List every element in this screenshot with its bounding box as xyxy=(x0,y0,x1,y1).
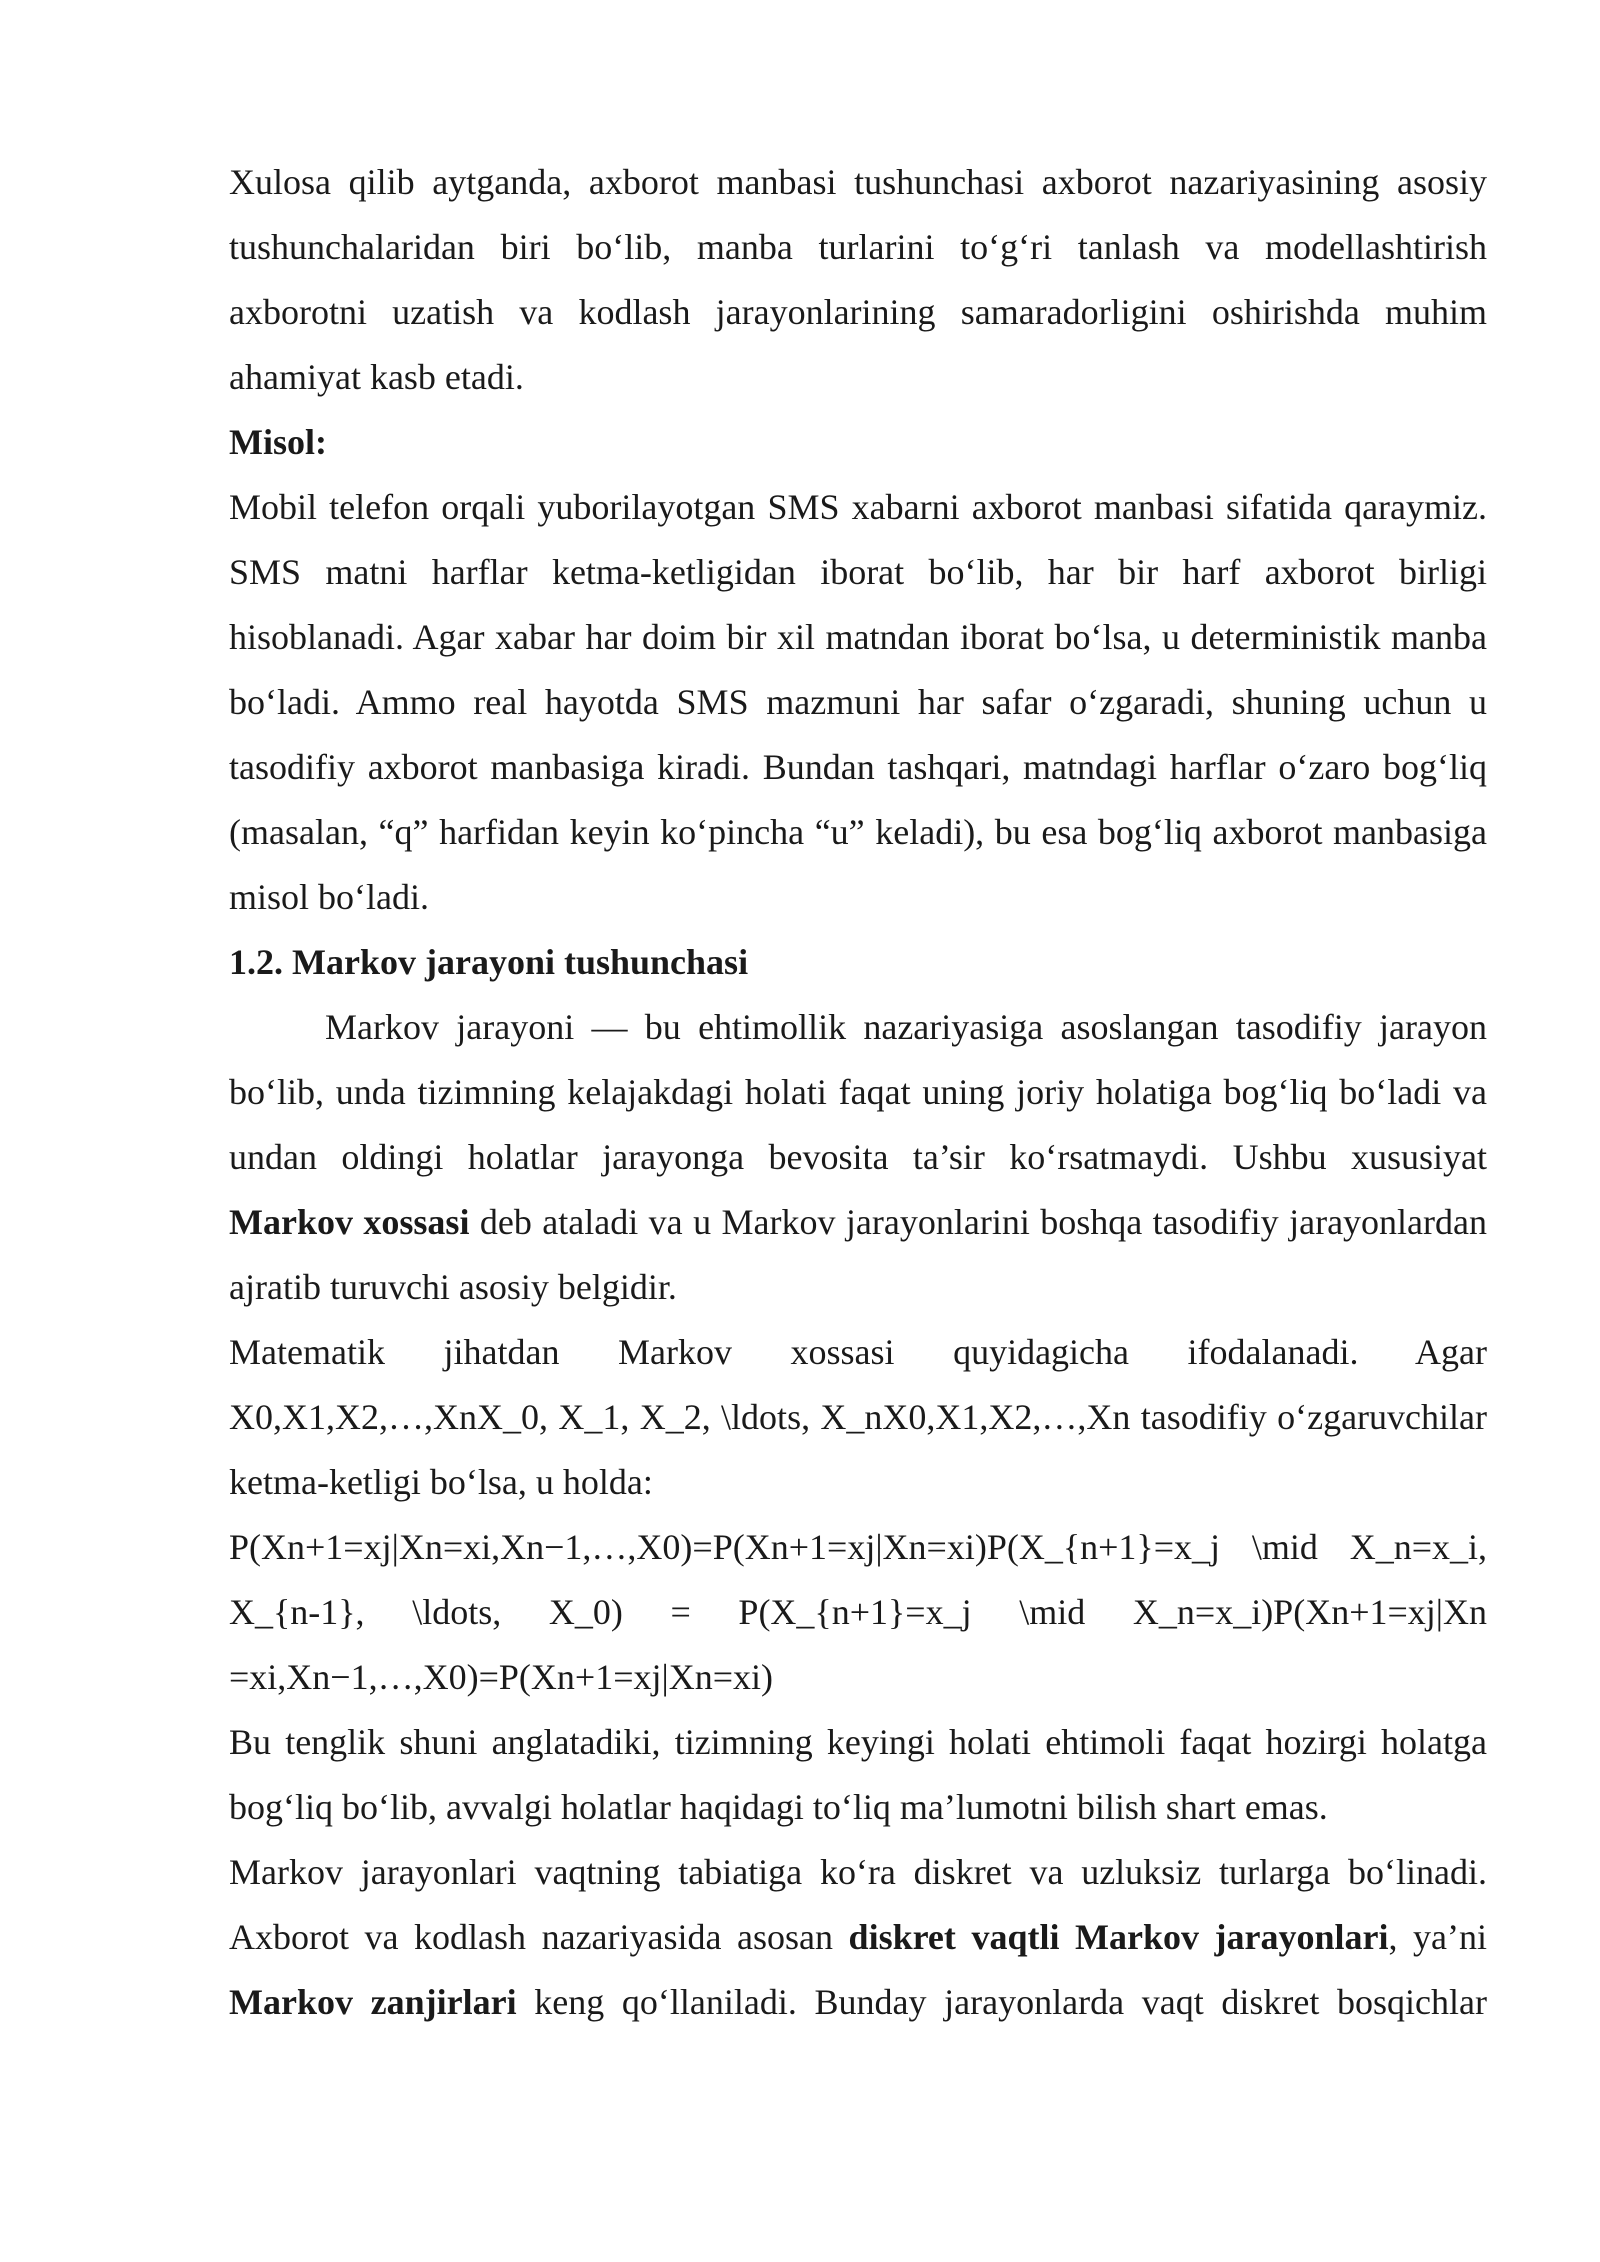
example-paragraph: Mobil telefon orqali yuborilayotgan SMS xabarni axborot manbasi sifatida qaraymiz. SMS matni harflar ketma-ketligidan iborat bo‘lib, har bir harf axborot birligi hisoblanadi. Agar xabar har doim bir xil matndan iborat bo‘lsa, u deterministik manba bo‘ladi. Ammo real hayotda SMS mazmuni har safar o‘zgaradi, shuning uchun u tasodifiy axborot manbasiga kiradi. Bundan tashqari, matndagi harflar o‘zaro bog‘liq (masalan, “q” harfidan keyin ko‘pincha “u” keladi), bu esa bog‘liq axborot manbasiga misol bo‘ladi. xyxy=(229,487,1487,917)
text-run: , ya’ni xyxy=(1388,1917,1488,1957)
explanation-paragraph: Bu tenglik shuni anglatadiki, tizimning keyingi holati ehtimoli faqat hozirgi holatga bog‘liq bo‘lib, avvalgi holatlar haqidagi to‘liq ma’lumotni bilish shart emas. xyxy=(229,1722,1487,1827)
bold-term-markov-property: Markov xossasi xyxy=(229,1202,470,1242)
markov-types-paragraph xyxy=(229,1840,1487,2035)
document-body xyxy=(229,150,1487,2035)
math-intro-paragraph: Matematik jihatdan Markov xossasi quyidagicha ifodalanadi. Agar X0,X1,X2,…,XnX_0, X_1, X_2, \ldots, X_nX0,X1,X2,…,Xn tasodifiy o‘zgaruvchilar ketma-ketligi bo‘lsa, u holda: xyxy=(229,1332,1487,1502)
text-run: Markov jarayonlari vaqtning tabiatiga ko‘ra diskret va uzluksiz turlarga bo‘linadi. Axborot va kodlash nazariyasida asosan xyxy=(229,1852,1487,1957)
bold-term-discrete-markov: diskret vaqtli Markov jarayonlari xyxy=(848,1917,1389,1957)
text-run: deb ataladi va u Markov jarayonlarini boshqa tasodifiy jarayonlardan ajratib turuvchi asosiy belgidir. xyxy=(229,1202,1487,1307)
text-run: Markov jarayoni — bu ehtimollik nazariyasiga asoslangan tasodifiy jarayon bo‘lib, unda tizimning kelajakdagi holati faqat uning joriy holatiga bog‘liq bo‘ladi va undan oldingi holatlar jarayonga bevosita ta’sir ko‘rsatmaydi. Ushbu xususiyat xyxy=(229,1007,1487,1177)
section-heading: 1.2. Markov jarayoni tushunchasi xyxy=(229,942,749,982)
markov-definition-paragraph xyxy=(229,995,1487,1320)
text-run: keng qo‘llaniladi. Bunday jarayonlarda vaqt diskret bosqichlar xyxy=(516,1982,1487,2022)
formula-paragraph: P(Xn+1=xj|Xn=xi,Xn−1,…,X0)=P(Xn+1=xj|Xn=xi)P(X_{n+1}=x_j \mid X_n=x_i, X_{n-1}, \ldots, X_0) = P(X_{n+1}=x_j \mid X_n=x_i)P(Xn+1=xj|Xn =xi,Xn−1,…,X0)=P(Xn+1=xj|Xn=xi) xyxy=(229,1527,1487,1697)
bold-term-markov-chains: Markov zanjirlari xyxy=(229,1982,517,2022)
example-label: Misol: xyxy=(229,422,327,462)
conclusion-paragraph: Xulosa qilib aytganda, axborot manbasi tushunchasi axborot nazariyasining asosiy tushunchalaridan biri bo‘lib, manba turlarini to‘g‘ri tanlash va modellashtirish axborotni uzatish va kodlash jarayonlarining samaradorligini oshirishda muhim ahamiyat kasb etadi. xyxy=(229,162,1487,397)
